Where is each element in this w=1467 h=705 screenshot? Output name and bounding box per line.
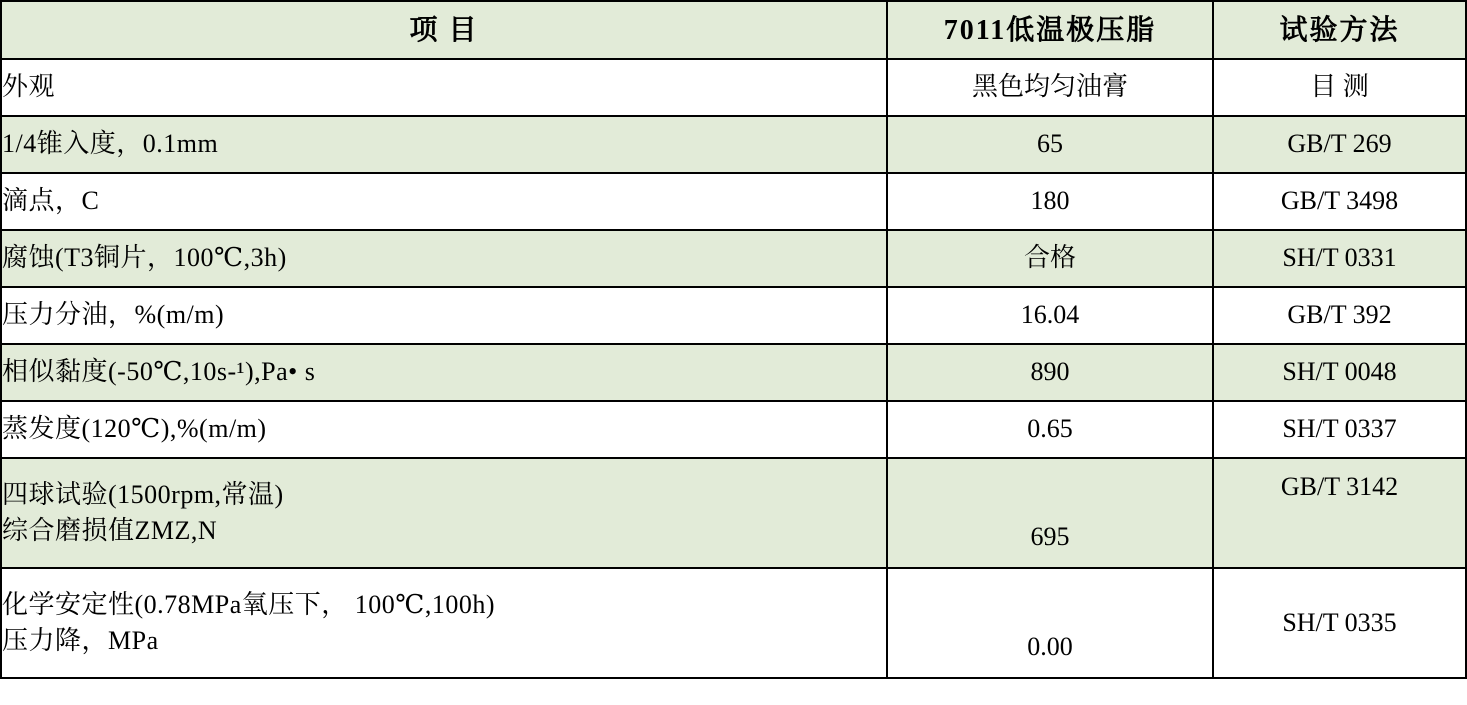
cell-method: SH/T 0048 <box>1213 344 1466 401</box>
cell-method: SH/T 0331 <box>1213 230 1466 287</box>
table-header-row <box>1 1 1466 59</box>
cell-item: 腐蚀(T3铜片，100℃,3h) <box>1 230 887 287</box>
cell-value: 黑色均匀油膏 <box>887 59 1213 116</box>
cell-item-line2: 压力降，MPa <box>2 626 159 655</box>
cell-method: GB/T 3498 <box>1213 173 1466 230</box>
cell-item: 外观 <box>1 59 887 116</box>
cell-value: 合格 <box>887 230 1213 287</box>
cell-value: 16.04 <box>887 287 1213 344</box>
cell-method-text: GB/T 3142 <box>1280 472 1399 501</box>
table-row <box>1 568 1466 678</box>
cell-item <box>1 568 887 678</box>
cell-item: 压力分油，%(m/m) <box>1 287 887 344</box>
cell-method: SH/T 0337 <box>1213 401 1466 458</box>
cell-value-text: 0.00 <box>1027 631 1073 661</box>
table-row <box>1 59 1466 116</box>
cell-item-line1: 四球试验(1500rpm,常温) <box>2 479 284 509</box>
cell-item: 蒸发度(120℃),%(m/m) <box>1 401 887 458</box>
header-cell-item: 项 目 <box>1 1 887 59</box>
cell-value-text: 695 <box>1030 521 1070 551</box>
cell-value: 890 <box>887 344 1213 401</box>
cell-item-line1: 化学安定性(0.78MPa氧压下， 100℃,100h) <box>2 589 496 619</box>
table-row <box>1 116 1466 173</box>
cell-method-text: SH/T 0335 <box>1282 607 1397 637</box>
table-row <box>1 173 1466 230</box>
cell-item: 1/4锥入度，0.1mm <box>1 116 887 173</box>
cell-method <box>1213 458 1466 568</box>
table-row <box>1 401 1466 458</box>
cell-item-line2: 综合磨损值ZMZ,N <box>2 516 218 545</box>
cell-value: 0.65 <box>887 401 1213 458</box>
cell-value <box>887 568 1213 678</box>
cell-item: 相似黏度(-50℃,10s-¹),Pa• s <box>1 344 887 401</box>
table-row <box>1 287 1466 344</box>
table-row <box>1 458 1466 568</box>
cell-value: 180 <box>887 173 1213 230</box>
cell-method: GB/T 392 <box>1213 287 1466 344</box>
table-row <box>1 344 1466 401</box>
header-cell-method: 试验方法 <box>1213 1 1466 59</box>
cell-method: 目 测 <box>1213 59 1466 116</box>
header-cell-value: 7011低温极压脂 <box>887 1 1213 59</box>
table-row <box>1 230 1466 287</box>
cell-item: 滴点，C <box>1 173 887 230</box>
cell-method <box>1213 568 1466 678</box>
cell-value: 65 <box>887 116 1213 173</box>
cell-item <box>1 458 887 568</box>
cell-method: GB/T 269 <box>1213 116 1466 173</box>
cell-value <box>887 458 1213 568</box>
